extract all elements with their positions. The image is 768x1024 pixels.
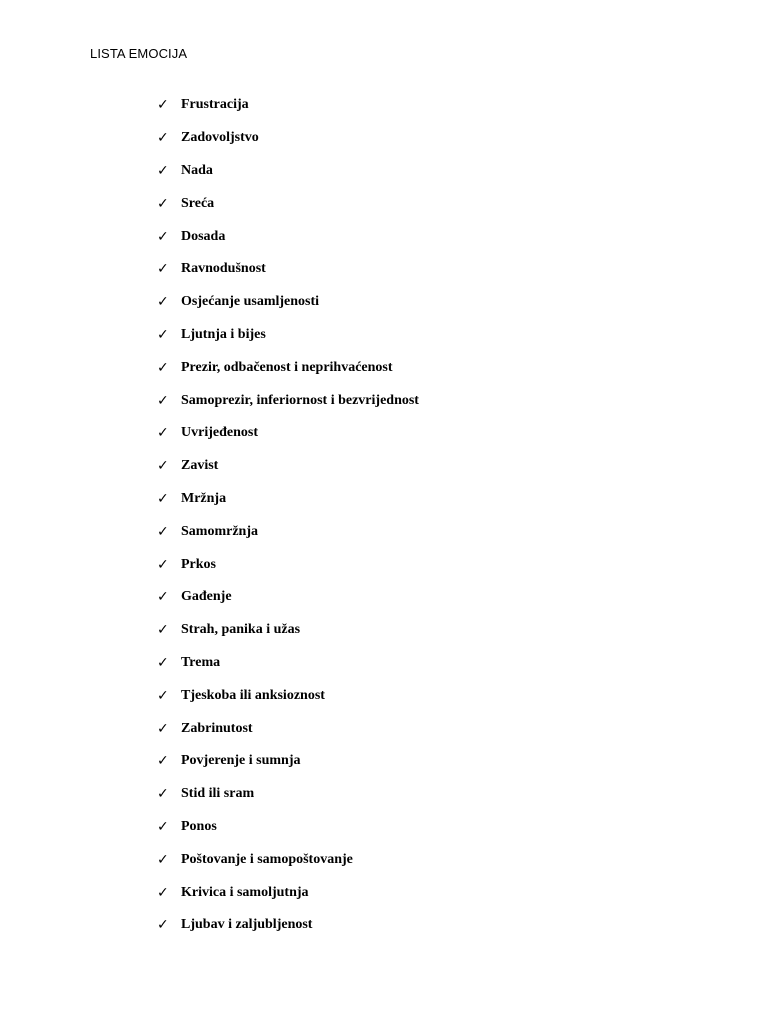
list-item xyxy=(157,450,419,483)
list-item-label: Samoprezir, inferiornost i bezvrijednost xyxy=(181,392,419,408)
list-item xyxy=(157,122,419,155)
list-item xyxy=(157,843,419,876)
list-item-label: Zavist xyxy=(181,458,219,474)
list-item-label: Mržnja xyxy=(181,490,227,506)
list-item-label: Osjećanje usamljenosti xyxy=(181,294,320,310)
list-item xyxy=(157,548,419,581)
list-item-label: Ravnodušnost xyxy=(181,261,266,277)
list-item-label: Prkos xyxy=(181,556,216,572)
list-item-label: Ponos xyxy=(181,818,217,834)
check-icon: ✓ xyxy=(157,228,169,245)
check-icon: ✓ xyxy=(157,786,169,803)
list-item-label: Tjeskoba ili anksioznost xyxy=(181,687,325,703)
list-item xyxy=(157,614,419,647)
check-icon: ✓ xyxy=(157,753,169,770)
list-item-label: Prezir, odbačenost i neprihvaćenost xyxy=(181,359,393,375)
check-icon: ✓ xyxy=(157,130,169,147)
check-icon: ✓ xyxy=(157,523,169,540)
list-item-label: Povjerenje i sumnja xyxy=(181,753,301,769)
list-item xyxy=(157,745,419,778)
check-icon: ✓ xyxy=(157,556,169,573)
list-item xyxy=(157,286,419,319)
check-icon: ✓ xyxy=(157,261,169,278)
list-item-label: Poštovanje i samopoštovanje xyxy=(181,851,353,867)
list-item xyxy=(157,483,419,516)
list-item xyxy=(157,778,419,811)
list-item-label: Strah, panika i užas xyxy=(181,622,301,638)
check-icon: ✓ xyxy=(157,589,169,606)
list-item xyxy=(157,155,419,188)
list-item xyxy=(157,220,419,253)
check-icon: ✓ xyxy=(157,884,169,901)
check-icon: ✓ xyxy=(157,917,169,934)
check-icon: ✓ xyxy=(157,425,169,442)
list-item-label: Krivica i samoljutnja xyxy=(181,884,309,900)
check-icon: ✓ xyxy=(157,97,169,114)
list-item-label: Zabrinutost xyxy=(181,720,253,736)
list-item xyxy=(157,712,419,745)
list-item-label: Gađenje xyxy=(181,589,232,605)
list-item xyxy=(157,253,419,286)
list-item-label: Ljutnja i bijes xyxy=(181,326,266,342)
list-item xyxy=(157,647,419,680)
emotion-list xyxy=(157,89,419,942)
check-icon: ✓ xyxy=(157,687,169,704)
list-item xyxy=(157,89,419,122)
check-icon: ✓ xyxy=(157,654,169,671)
list-item xyxy=(157,319,419,352)
list-item xyxy=(157,679,419,712)
list-item-label: Nada xyxy=(181,162,213,178)
page-title: LISTA EMOCIJA xyxy=(90,46,188,61)
list-item-label: Stid ili sram xyxy=(181,786,255,802)
check-icon: ✓ xyxy=(157,392,169,409)
list-item xyxy=(157,811,419,844)
check-icon: ✓ xyxy=(157,195,169,212)
list-item-label: Trema xyxy=(181,654,221,670)
list-item xyxy=(157,351,419,384)
check-icon: ✓ xyxy=(157,490,169,507)
list-item xyxy=(157,187,419,220)
list-item-label: Uvrijeđenost xyxy=(181,425,258,441)
list-item-label: Ljubav i zaljubljenost xyxy=(181,917,313,933)
check-icon: ✓ xyxy=(157,851,169,868)
list-item-label: Samomržnja xyxy=(181,523,258,539)
list-item xyxy=(157,876,419,909)
check-icon: ✓ xyxy=(157,458,169,475)
check-icon: ✓ xyxy=(157,818,169,835)
list-item xyxy=(157,384,419,417)
check-icon: ✓ xyxy=(157,622,169,639)
list-item-label: Dosada xyxy=(181,228,226,244)
list-item-label: Frustracija xyxy=(181,97,249,113)
list-item-label: Zadovoljstvo xyxy=(181,130,259,146)
list-item xyxy=(157,581,419,614)
check-icon: ✓ xyxy=(157,326,169,343)
check-icon: ✓ xyxy=(157,720,169,737)
list-item xyxy=(157,417,419,450)
list-item xyxy=(157,909,419,942)
check-icon: ✓ xyxy=(157,294,169,311)
check-icon: ✓ xyxy=(157,359,169,376)
list-item xyxy=(157,515,419,548)
check-icon: ✓ xyxy=(157,162,169,179)
list-item-label: Sreća xyxy=(181,195,215,211)
